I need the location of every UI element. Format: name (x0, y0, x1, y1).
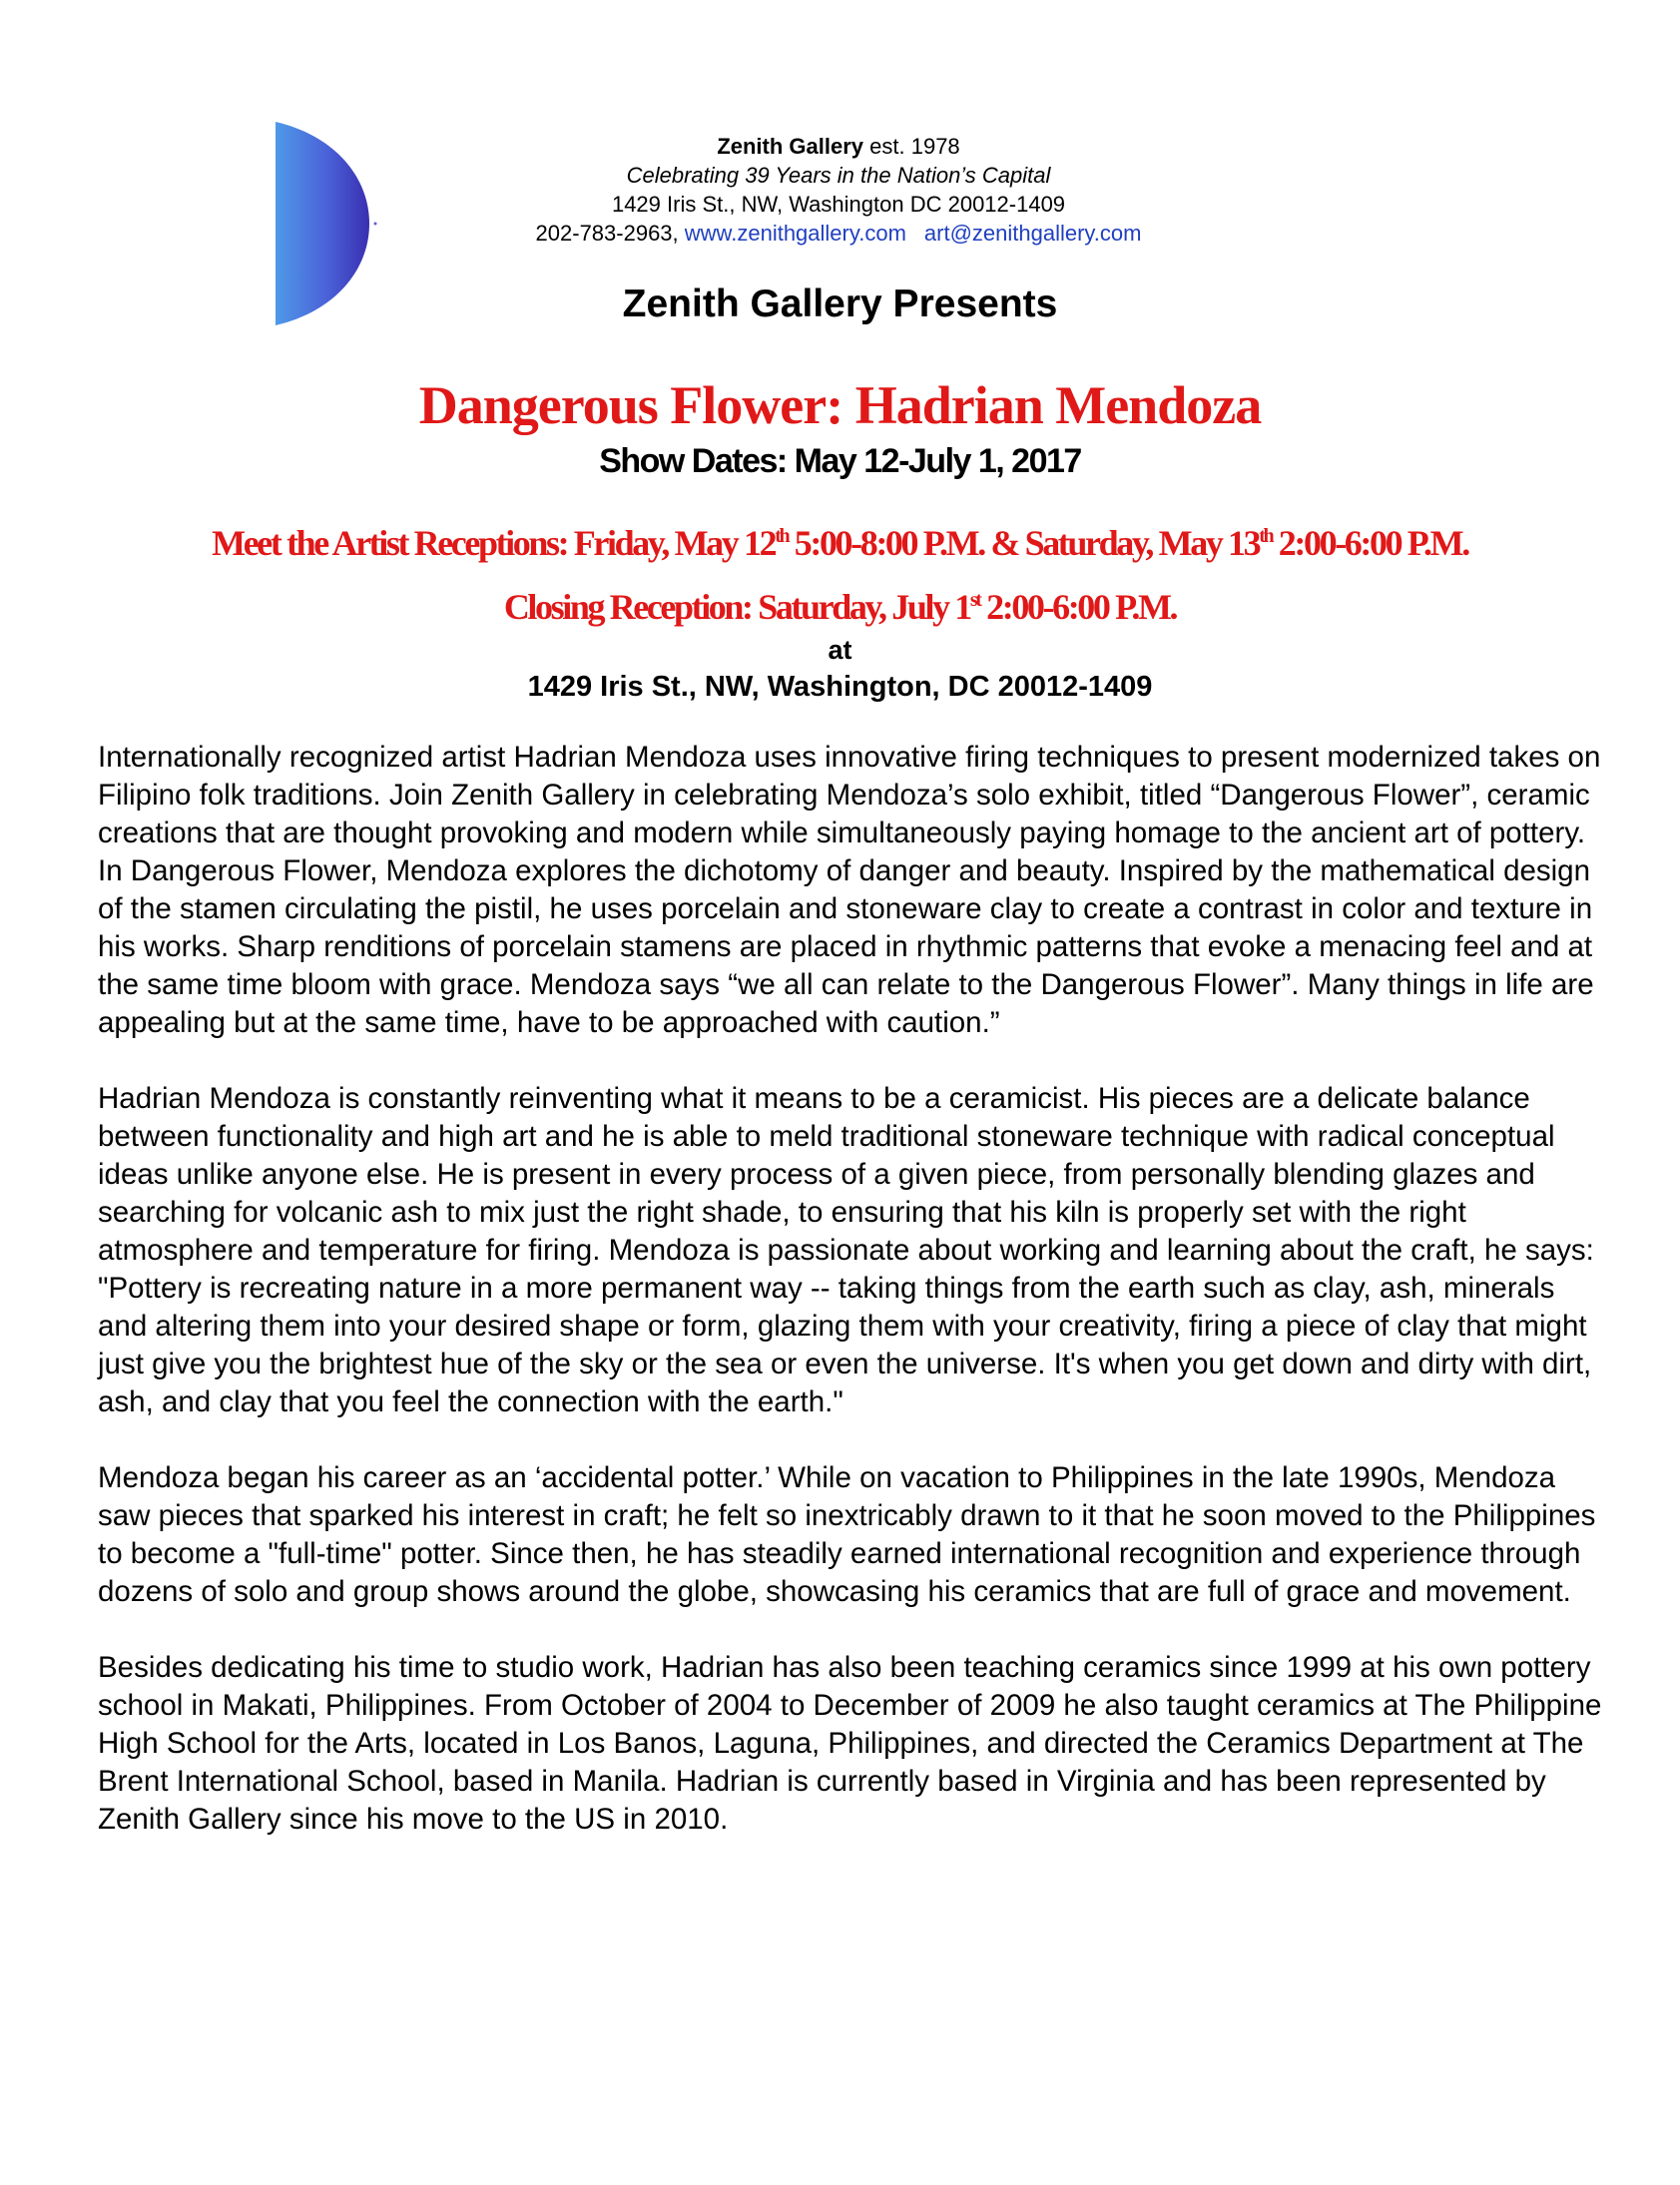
contact-line (359, 219, 1318, 248)
at-label: at (828, 635, 852, 665)
exhibition-title: Dangerous Flower: Hadrian Mendoza (418, 375, 1262, 435)
email-link[interactable]: art@zenithgallery.com (923, 221, 1142, 246)
meet-mid: 5:00-8:00 P.M. & Saturday, May 13 (788, 523, 1260, 563)
closing-suffix: 2:00-6:00 P.M. (979, 587, 1177, 627)
gallery-name: Zenith Gallery (717, 134, 864, 159)
gallery-address: 1429 Iris St., NW, Washington DC 20012-1409 (611, 192, 1066, 217)
meet-prefix: Meet the Artist Receptions: Friday, May 12 (212, 523, 776, 563)
paragraph-teaching: Besides dedicating his time to studio work, Hadrian has also been teaching ceramics since 1999 at his own pottery school in Makati, Philippines. From October of 2004 to December of 2009 he also taught ceramics at The Philippine High School for the Arts, located in Los Banos, Laguna, Philippines, and directed the Ceramics Department at The Brent International School, based in Manila. Hadrian is currently based in Virginia and has been represented by Zenith Gallery since his move to the US in 2010. (98, 1651, 1602, 1836)
gallery-name-line (359, 132, 1318, 161)
closing-reception (0, 586, 1680, 628)
meet-artist-receptions (0, 522, 1680, 564)
press-release-body (98, 739, 1605, 1877)
presents-heading: Zenith Gallery Presents (622, 282, 1058, 325)
website-link[interactable]: www.zenithgallery.com (684, 221, 906, 246)
gallery-header (359, 132, 1318, 248)
gallery-tagline: Celebrating 39 Years in the Nation’s Capital (626, 163, 1051, 188)
meet-suffix: 2:00-6:00 P.M. (1272, 523, 1468, 563)
show-dates: Show Dates: May 12-July 1, 2017 (599, 442, 1081, 480)
established-year: est. 1978 (869, 134, 960, 159)
meet-ordinal-1: th (775, 525, 789, 547)
gallery-phone: 202-783-2963, (535, 221, 679, 246)
meet-ordinal-2: th (1259, 525, 1273, 547)
paragraph-ceramicist: Hadrian Mendoza is constantly reinventing what it means to be a ceramicist. His pieces are a delicate balance between functionality and high art and he is able to meld traditional stoneware technique with radical conceptual ideas unlike anyone else. He is present in every process of a given piece, from personally blending glazes and searching for volcanic ash to mix just the right shade, to ensuring that his kiln is properly set with the right atmosphere and temperature for firing. Mendoza is passionate about working and learning about the craft, he says: "Pottery is recreating nature in a more permanent way -- taking things from the earth such as clay, ash, minerals and altering them into your desired shape or form, glazing them with your creativity, firing a piece of clay that might just give you the brightest hue of the sky or the sea or even the universe. It's when you get down and dirty with dirt, ash, and clay that you feel the connection with the earth." (98, 1082, 1594, 1418)
paragraph-intro: Internationally recognized artist Hadrian Mendoza uses innovative firing techniques to present modernized takes on Filipino folk traditions. Join Zenith Gallery in celebrating Mendoza’s solo exhibit, titled “Dangerous Flower”, ceramic creations that are thought provoking and modern while simultaneously paying homage to the ancient art of pottery. In Dangerous Flower, Mendoza explores the dichotomy of danger and beauty. Inspired by the mathematical design of the stamen circulating the pistil, he uses porcelain and stoneware clay to create a contrast in color and texture in his works. Sharp renditions of porcelain stamens are placed in rhythmic patterns that evoke a menacing feel and at the same time bloom with grace. Mendoza says “we all can relate to the Dangerous Flower”. Many things in life are appealing but at the same time, have to be approached with caution.” (98, 741, 1601, 1039)
paragraph-career: Mendoza began his career as an ‘accidental potter.’ While on vacation to Philippines in the late 1990s, Mendoza saw pieces that sparked his interest in craft; he felt so inextricably drawn to it that he soon moved to the Philippines to become a "full-time" potter. Since then, he has steadily earned international recognition and experience through dozens of solo and group shows around the globe, showcasing his ceramics that are full of grace and movement. (98, 1461, 1596, 1608)
closing-ordinal: st (969, 589, 980, 611)
closing-prefix: Closing Reception: Saturday, July 1 (503, 587, 970, 627)
venue-address: 1429 Iris St., NW, Washington, DC 20012-1409 (527, 671, 1153, 703)
